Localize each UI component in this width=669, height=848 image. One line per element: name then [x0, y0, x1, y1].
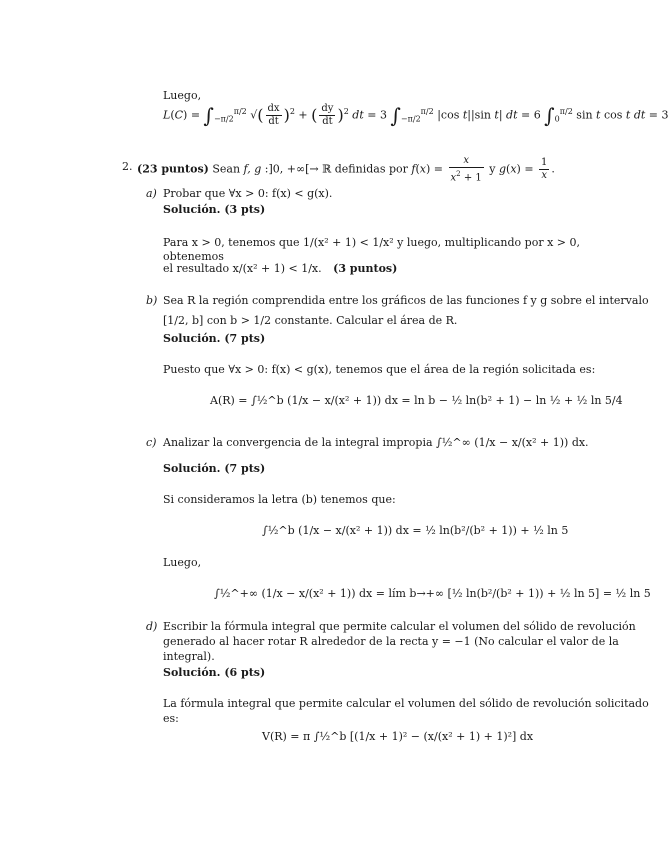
problem-statement: (23 puntos) Sean f, g :]0, +∞[→ ℝ definidas por f(x) = $\frac{x}{x^2 + 1}$ y g(x) = $\frac{1}{x}$ .	[137, 155, 555, 184]
part-a-text2-points: (3 puntos)	[333, 262, 398, 275]
problem-number: 2.	[122, 160, 133, 173]
part-a-text2	[163, 262, 397, 276]
part-a-text2-main: el resultado x/(x² + 1) < 1/x.	[163, 262, 322, 275]
part-b-question2: [1/2, b] con b > 1/2 constante. Calcular el área de R.	[163, 314, 458, 327]
part-c-label: c)	[146, 436, 157, 449]
part-c-text: Si consideramos la letra (b) tenemos que:	[163, 493, 396, 506]
part-d-solution-label: Solución. (6 pts)	[163, 666, 266, 679]
part-a-label: a)	[146, 187, 157, 200]
part-d-question1: Escribir la fórmula integral que permite calcular el volumen del sólido de revolución	[163, 620, 636, 633]
part-d-label: d)	[146, 620, 158, 633]
problem-points: (23 puntos)	[137, 162, 209, 176]
part-a-solution-label: Solución. (3 pts)	[163, 203, 266, 216]
lc-formula: $L(C) = \int_{-\pi/2}^{\pi/2}$ √( $\frac{dx}{dt}$ )$^2$ + ( $\frac{dy}{dt}$ )$^2$ dt = 3 $\int_{-\pi/2}^{\pi/2}$ |cos t||sin t| dt = 6 $\int_0^{\pi/2}$ sin t cos t dt = 3	[163, 103, 669, 128]
part-a-question: Probar que ∀x > 0: f(x) < g(x).	[163, 187, 333, 200]
part-a-text1: Para x > 0, tenemos que 1/(x² + 1) < 1/x² y luego, multiplicando por x > 0, obtenemos	[163, 236, 580, 263]
part-d-text2: es:	[163, 712, 179, 725]
part-b-formula: A(R) = ∫½^b (1/x − x/(x² + 1)) dx = ln b − ½ ln(b² + 1) − ln ½ + ½ ln 5/4	[210, 394, 623, 407]
part-d-question3: integral).	[163, 650, 215, 663]
part-c-solution-label: Solución. (7 pts)	[163, 462, 266, 475]
part-c-question: Analizar la convergencia de la integral impropia ∫½^∞ (1/x − x/(x² + 1)) dx.	[163, 436, 589, 449]
part-c-formula1: ∫½^b (1/x − x/(x² + 1)) dx = ½ ln(b²/(b² + 1)) + ½ ln 5	[262, 524, 569, 537]
part-d-question2: generado al hacer rotar R alrededor de la recta y = −1 (No calcular el valor de la	[163, 635, 619, 648]
part-b-question1: Sea R la región comprendida entre los gráficos de las funciones f y g sobre el intervalo	[163, 294, 649, 307]
luego-label: Luego,	[163, 89, 202, 102]
part-c-luego: Luego,	[163, 556, 202, 569]
part-b-solution-label: Solución. (7 pts)	[163, 332, 266, 345]
part-c-formula2: ∫½^+∞ (1/x − x/(x² + 1)) dx = lím b→+∞ [½ ln(b²/(b² + 1)) + ½ ln 5] = ½ ln 5	[214, 587, 651, 600]
part-d-text1: La fórmula integral que permite calcular el volumen del sólido de revolución solicitado	[163, 697, 649, 710]
part-d-formula: V(R) = π ∫½^b [(1/x + 1)² − (x/(x² + 1) + 1)²] dx	[262, 730, 534, 743]
part-b-text: Puesto que ∀x > 0: f(x) < g(x), tenemos que el área de la región solicitada es:	[163, 363, 596, 376]
part-b-label: b)	[146, 294, 158, 307]
